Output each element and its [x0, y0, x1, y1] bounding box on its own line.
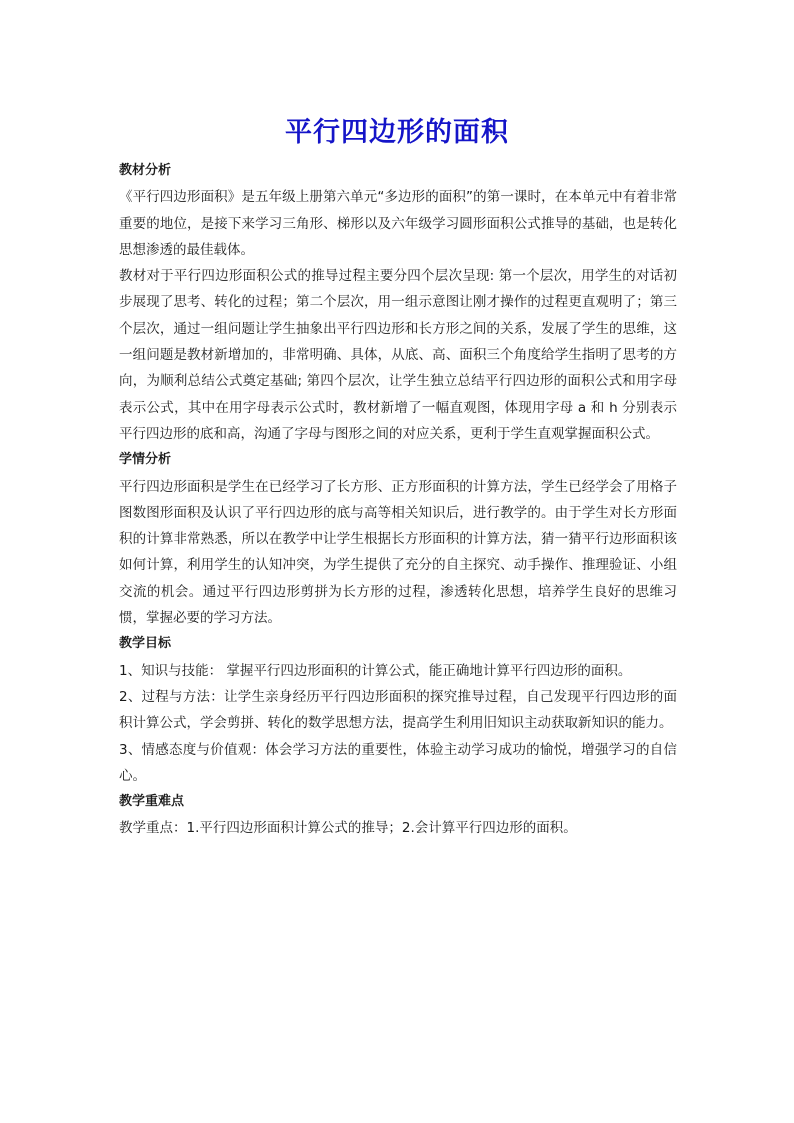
section-heading-student-analysis: 学情分析 — [119, 452, 172, 468]
paragraph-key-points: 教学重点：1.平行四边形面积计算公式的推导；2.会计算平行四边形的面积。 — [119, 820, 577, 837]
paragraph-student-analysis: 平行四边形面积是学生在已经学习了长方形、正方形面积的计算方法，学生已经学会了用格子图数图形面积及认识了平行四边形的底与高等相关知识后，进行教学的。由于学生对长方形面积的计算非常熟悉，所以在教学中让学生根据长方形面积的计算方法，猜一猜平行边形面积该如何计算，利用学生的认知冲突，为学生提供了充分的自主探究、动手操作、推理验证、小组交流的机会。通过平行四边形剪拼为长方形的过程，渗透转化思想，培养学生良好的思维习惯，掌握必要的学习方法。 — [119, 478, 677, 627]
section-heading-key-points: 教学重难点 — [119, 794, 185, 810]
paragraph-textbook-levels: 教材对于平行四边形面积公式的推导过程主要分四个层次呈现: 第一个层次，用学生的对话初步展现了思考、转化的过程；第二个层次，用一组示意图让刚才操作的过程更直观明了；第三个层次，通过一组问题让学生抽象出平行四边形和长方形之间的关系，发展了学生的思维，这一组问题是教材新增加的，非常明确、具体，从底、高、面积三个角度给学生指明了思考的方向，为顺利总结公式奠定基础; 第四个层次，让学生独立总结平行四边形的面积公式和用字母表示公式，其中在用字母表示公式时，教材新增了一幅直观图，体现用字母 a 和 h 分别表示平行四边形的底和高，沟通了字母与图形之间的对应关系，更利于学生直观掌握面积公式。 — [119, 268, 677, 442]
paragraph-goal-emotion: 3、情感态度与价值观：体会学习方法的重要性，体验主动学习成功的愉悦，增强学习的自信心。 — [119, 741, 677, 784]
section-heading-textbook-analysis: 教材分析 — [119, 163, 172, 178]
page-title: 平行四边形的面积 — [285, 117, 509, 148]
document-body — [119, 158, 677, 842]
paragraph-textbook-intro: 《平行四边形面积》是五年级上册第六单元“多边形的面积”的第一课时，在本单元中有着非常重要的地位，是接下来学习三角形、梯形以及六年级学习圆形面积公式推导的基础，也是转化思想渗透的最佳载体。 — [119, 189, 677, 258]
section-heading-teaching-goals: 教学目标 — [119, 636, 172, 652]
paragraph-goal-knowledge: 1、知识与技能： 掌握平行四边形面积的计算公式，能正确地计算平行四边形的面积。 — [119, 662, 632, 679]
paragraph-goal-process: 2、过程与方法：让学生亲身经历平行四边形面积的探究推导过程，自己发现平行四边形的面积计算公式，学会剪拼、转化的数学思想方法，提高学生利用旧知识主动获取新知识的能力。 — [119, 688, 677, 732]
